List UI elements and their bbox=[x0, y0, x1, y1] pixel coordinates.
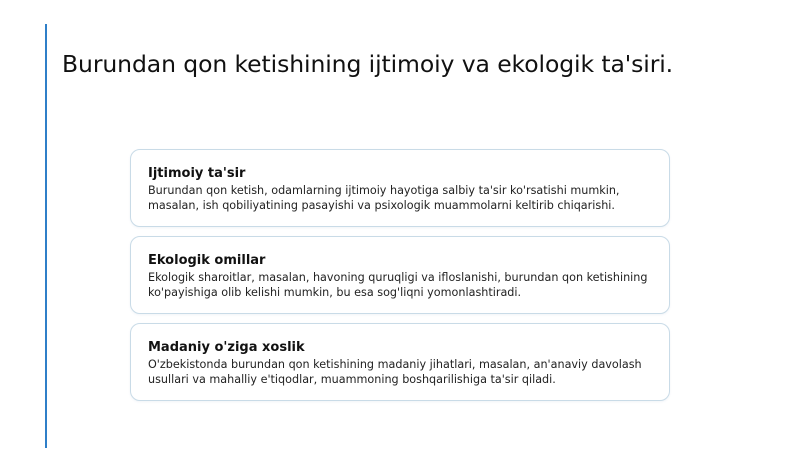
card-title: Madaniy o'ziga xoslik bbox=[148, 340, 305, 355]
accent-bar bbox=[45, 24, 47, 448]
card-title: Ekologik omillar bbox=[148, 253, 266, 268]
card-text: Ekologik sharoitlar, masalan, havoning quruqligi va ifloslanishi, burundan qon ketishining ko'payishiga olib kelishi mumkin, bu esa sog'liqni yomonlashtiradi. bbox=[148, 271, 648, 299]
card-title: Ijtimoiy ta'sir bbox=[148, 166, 246, 181]
card-cultural-specifics bbox=[130, 323, 670, 401]
slide-title: Burundan qon ketishining ijtimoiy va ekologik ta'siri. bbox=[62, 50, 674, 78]
card-text: Burundan qon ketish, odamlarning ijtimoiy hayotiga salbiy ta'sir ko'rsatishi mumkin, masalan, ish qobiliyatining pasayishi va psixologik muammolarni keltirib chiqarishi. bbox=[148, 184, 620, 212]
card-social-impact bbox=[130, 149, 670, 227]
card-text: O'zbekistonda burundan qon ketishining madaniy jihatlari, masalan, an'anaviy davolash usullari va mahalliy e'tiqodlar, muammoning boshqarilishiga ta'sir qiladi. bbox=[148, 358, 642, 386]
card-list bbox=[130, 149, 670, 410]
card-ecological-factors bbox=[130, 236, 670, 314]
